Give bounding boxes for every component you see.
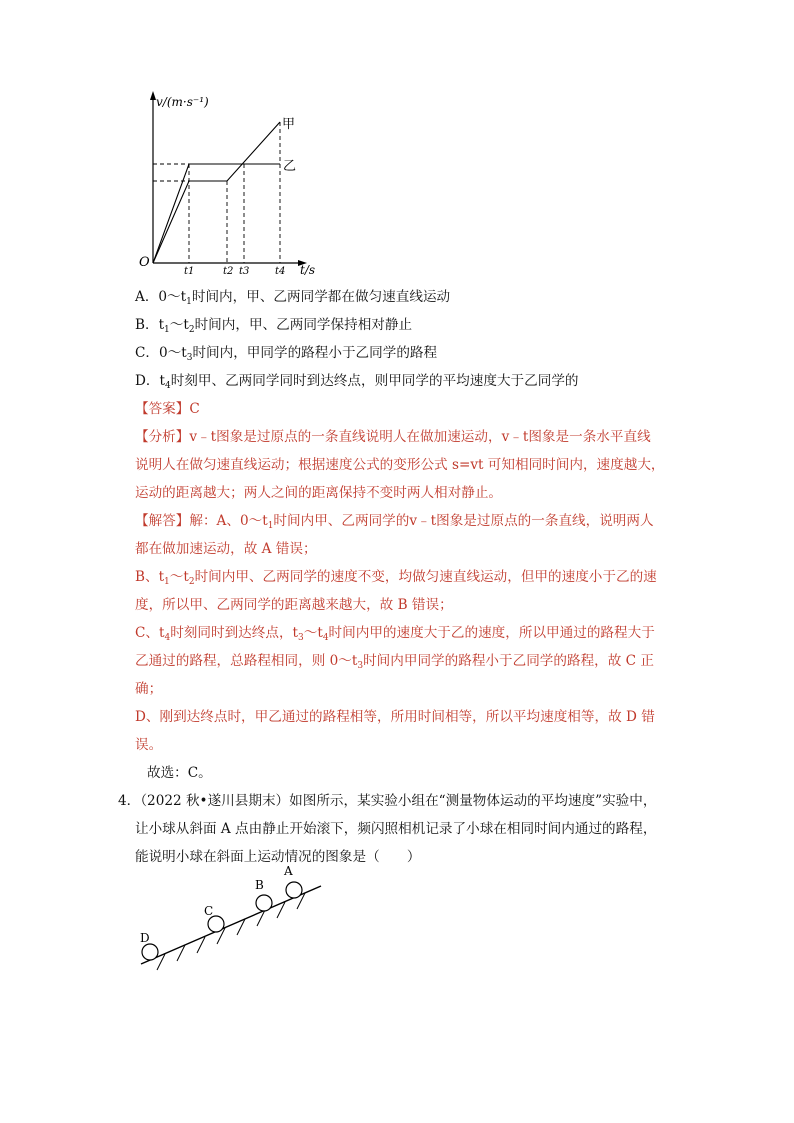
solution-line-7: 确； bbox=[135, 681, 163, 697]
analysis-line-3: 运动的距离越大；两人之间的距离保持不变时两人相对静止。 bbox=[135, 485, 503, 501]
solution-line-3: B、$t_1\sim t_2$时间内甲、乙两同学的速度不变，均做匀速直线运动，但甲的速度小于乙的速 bbox=[135, 569, 657, 587]
answer-line bbox=[135, 400, 200, 418]
solution-line-5: C、$t_4$时刻同时到达终点，$t_3\sim t_4$时间内甲的速度大于乙的速度，所以甲通过的路程大于 bbox=[135, 625, 655, 643]
solution-line-6: 乙通过的路程，总路程相同，则 $0\sim t_3$时间内甲同学的路程小于乙同学的路程，故 C 正 bbox=[135, 653, 654, 671]
option-b: B．$t_1\sim t_2$时间内，甲、乙两同学保持相对静止 bbox=[135, 317, 413, 335]
ball-a bbox=[286, 882, 302, 898]
question-4-line-1: 4．（2022 秋•遂川县期末）如图所示，某实验小组在“测量物体运动的平均速度”实验中， bbox=[118, 793, 657, 809]
answer-value: C bbox=[189, 401, 200, 417]
question-4-line-3: 能说明小球在斜面上运动情况的图象是（ ） bbox=[135, 849, 421, 865]
analysis-tag: 【分析】 bbox=[135, 429, 190, 445]
option-d: D．$t_4$时刻甲、乙两同学同时到达终点，则甲同学的平均速度大于乙同学的 bbox=[135, 373, 579, 391]
solution-line-1: 【解答】解：A、$0\sim t_1$时间内甲、乙两同学的v﹣t图象是过原点的一条直线，说明两人 bbox=[135, 513, 654, 531]
tick-t1: t1 bbox=[184, 266, 195, 277]
label-yi: 乙 bbox=[283, 159, 297, 174]
solution-conclusion: 故选：C。 bbox=[147, 765, 212, 781]
ball-c bbox=[208, 916, 224, 932]
incline-diagram bbox=[135, 860, 335, 980]
option-c: C．$0\sim t_3$时间内，甲同学的路程小于乙同学的路程 bbox=[135, 345, 438, 363]
ball-b bbox=[256, 895, 272, 911]
line-jia bbox=[153, 122, 280, 263]
label-a: A bbox=[284, 864, 293, 878]
tick-t2: t2 bbox=[223, 266, 234, 277]
tick-t3: t3 bbox=[239, 266, 250, 277]
y-axis-label: v/(m·s⁻¹) bbox=[156, 95, 209, 109]
tick-t4: t4 bbox=[275, 266, 286, 277]
vt-graph bbox=[130, 88, 330, 278]
analysis-line-2: 说明人在做匀速直线运动；根据速度公式的变形公式 s=vt 可知相同时间内，速度越大， bbox=[135, 457, 665, 473]
line-yi bbox=[153, 164, 280, 263]
solution-line-8: D、刚到达终点时，甲乙通过的路程相等，所用时间相等，所以平均速度相等，故 D 错 bbox=[135, 709, 655, 725]
ball-d bbox=[142, 944, 158, 960]
answer-tag: 【答案】 bbox=[135, 401, 190, 417]
question-number: 4． bbox=[118, 793, 141, 809]
solution-line-2: 都在做加速运动，故 A 错误； bbox=[135, 541, 317, 557]
label-jia: 甲 bbox=[282, 117, 296, 132]
option-a: A．$0\sim t_1$时间内，甲、乙两同学都在做匀速直线运动 bbox=[135, 289, 451, 307]
solution-line-9: 误。 bbox=[135, 737, 163, 753]
x-axis-label: t/s bbox=[300, 263, 316, 277]
analysis-line-1: 【分析】v﹣t图象是过原点的一条直线说明人在做加速运动，v﹣t图象是一条水平直线 bbox=[135, 429, 651, 445]
solution-line-4: 度，所以甲、乙两同学的距离越来越大，故 B 错误； bbox=[135, 597, 453, 613]
origin-label: O bbox=[139, 255, 150, 270]
solution-tag: 【解答】 bbox=[135, 513, 190, 529]
label-b: B bbox=[255, 878, 264, 892]
question-4-line-2: 让小球从斜面 A 点由静止开始滚下，频闪照相机记录了小球在相同时间内通过的路程， bbox=[135, 821, 657, 837]
label-d: D bbox=[140, 931, 150, 945]
incline-hatch bbox=[157, 893, 305, 970]
label-c: C bbox=[204, 904, 214, 918]
